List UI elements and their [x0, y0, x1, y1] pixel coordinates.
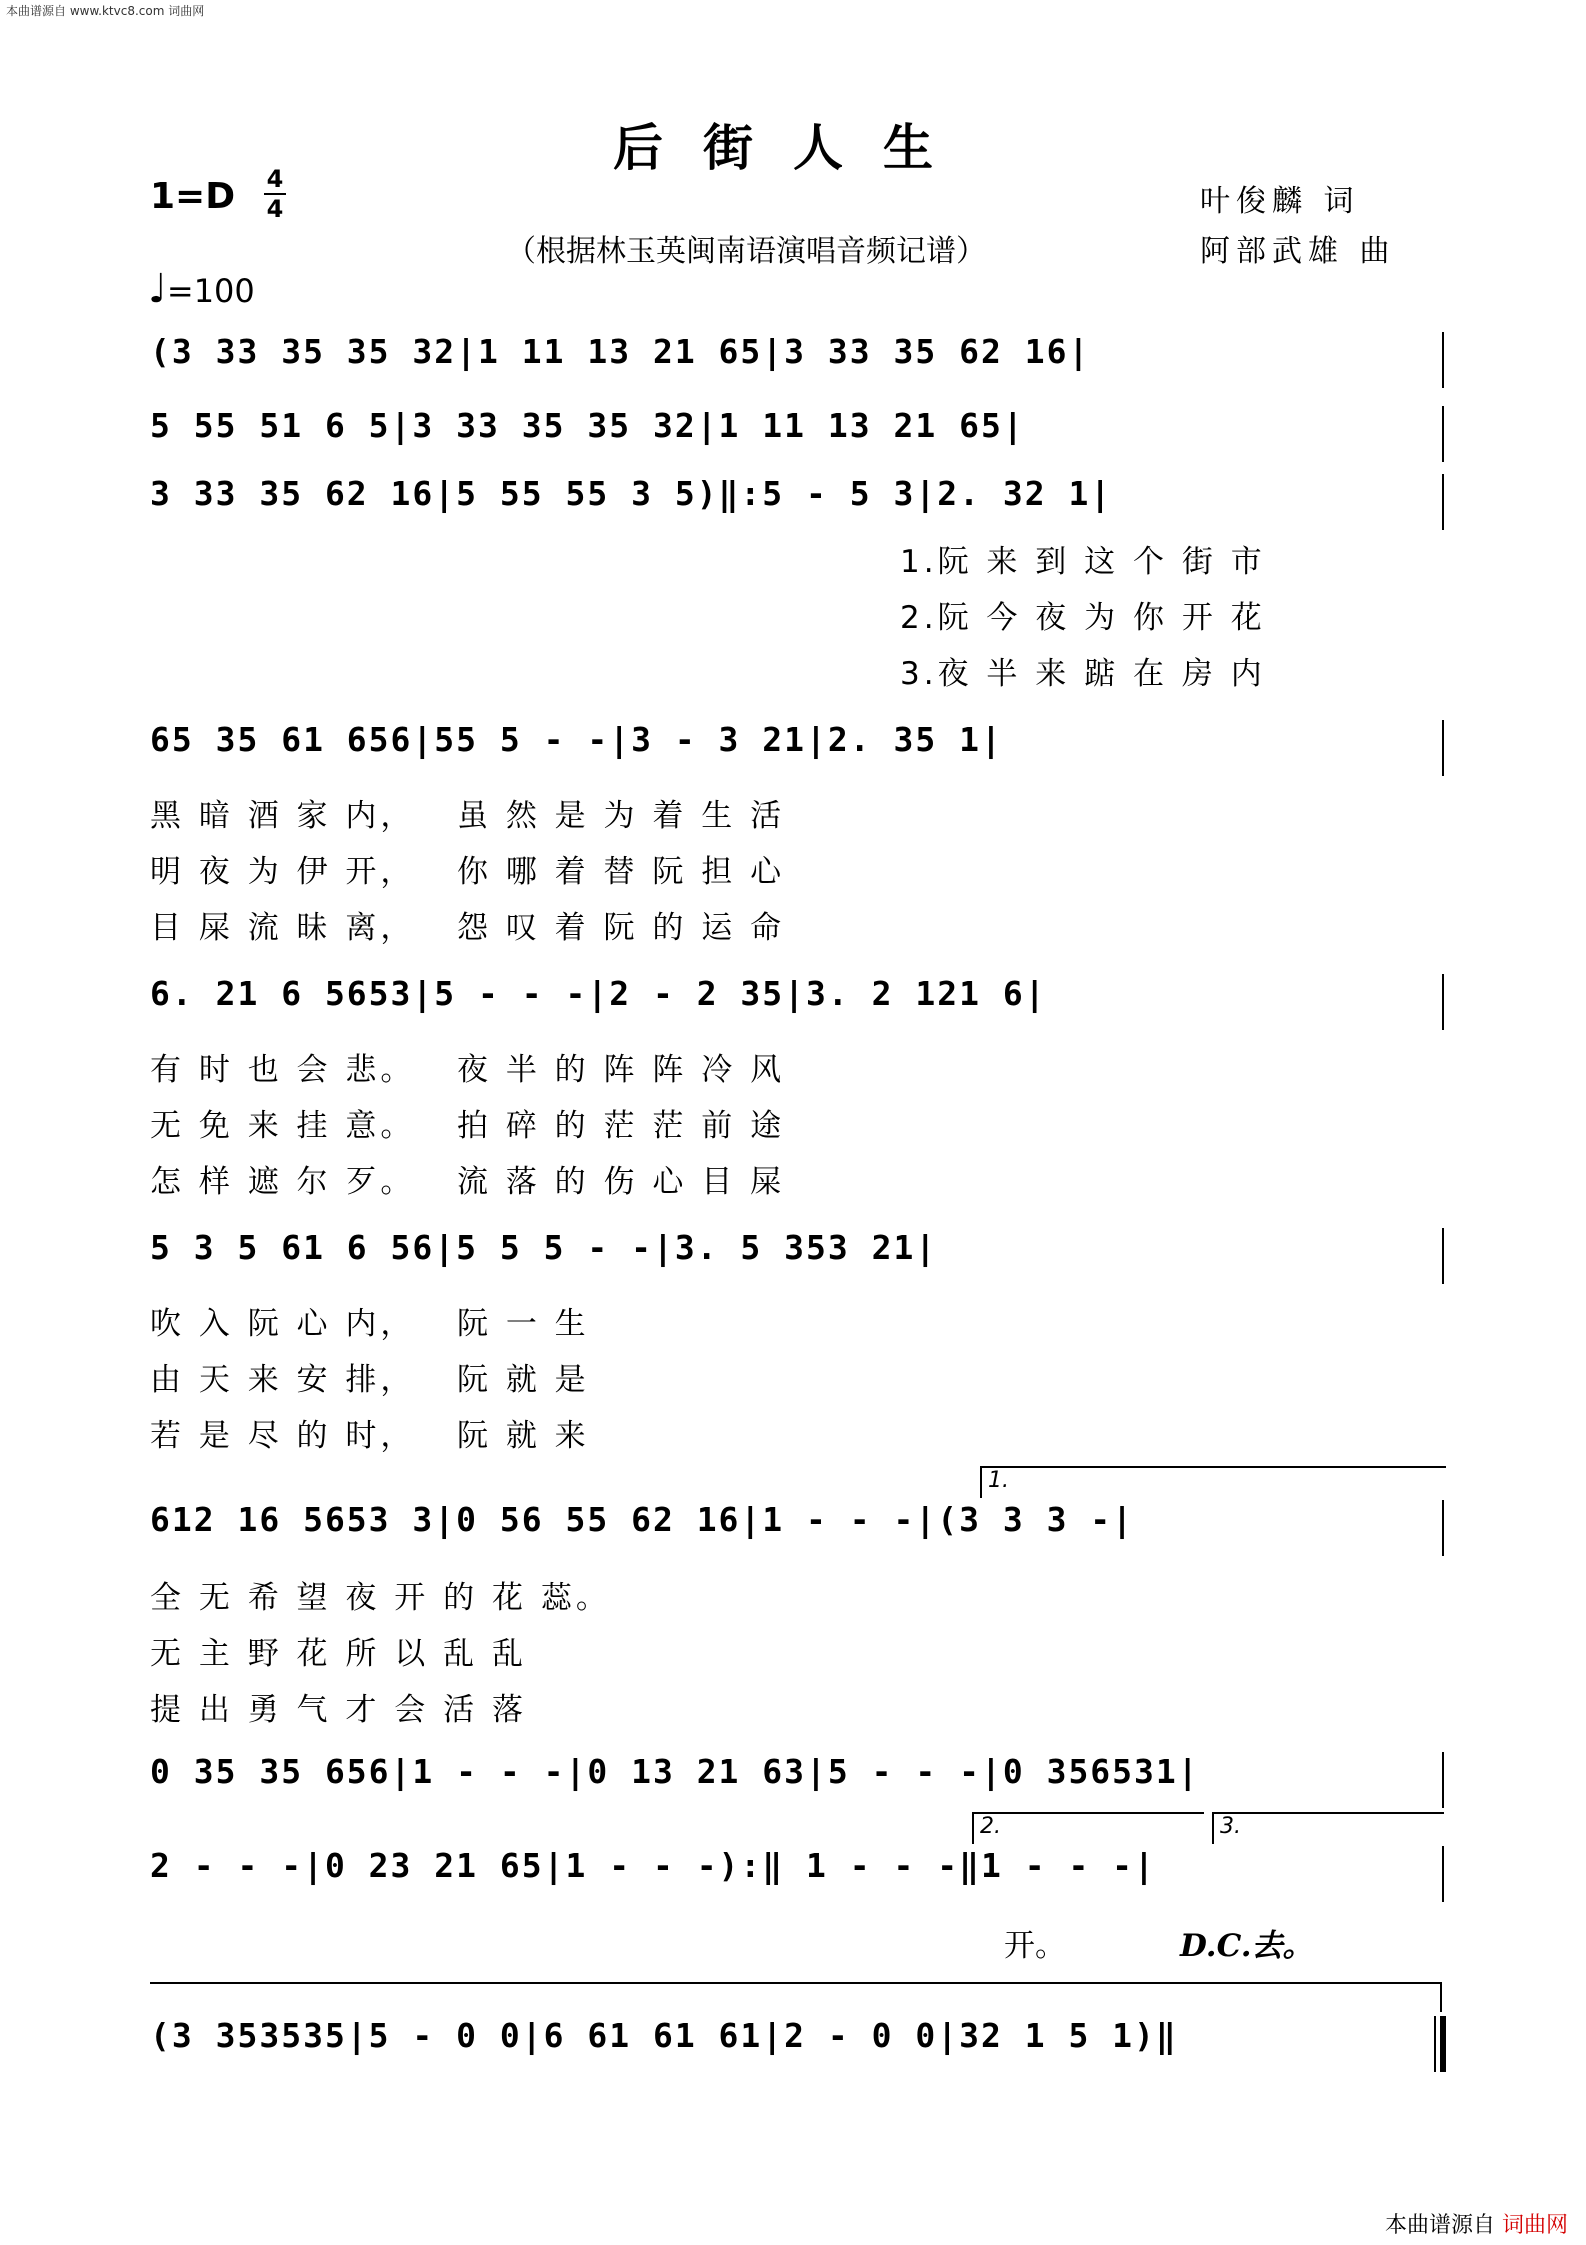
lyrics-line: 若 是 尽 的 时， 阮 就 来: [150, 1418, 590, 1454]
lyrics-line: 全 无 希 望 夜 开 的 花 蕊。: [150, 1580, 611, 1616]
time-signature-top: 4: [266, 165, 284, 193]
quarter-note-icon: ♩: [148, 266, 167, 312]
lyrics-line: 由 天 来 安 排， 阮 就 是: [150, 1362, 590, 1398]
footer-watermark: [1385, 2208, 1568, 2239]
staff-line-8: [150, 1752, 1450, 1808]
verse-intro-2: 2.阮 今 夜 为 你 开 花: [900, 600, 1266, 636]
staff-line-4: [150, 720, 1450, 776]
staff-line-1: [150, 332, 1450, 388]
staff-line-10: [150, 2016, 1450, 2072]
volta-bracket-1: 1.: [980, 1466, 1446, 1498]
staff-line-6: [150, 1228, 1450, 1284]
lyrics-line: 怎 样 遮 尔 歹。 流 落 的 伤 心 目 屎: [150, 1164, 786, 1200]
coda-divider: [150, 1982, 1442, 1984]
lyrics-line: 提 出 勇 气 才 会 活 落: [150, 1692, 527, 1728]
lyrics-line: 目 屎 流 昧 离， 怨 叹 着 阮 的 运 命: [150, 910, 786, 946]
lyrics-line: 黑 暗 酒 家 内， 虽 然 是 为 着 生 活: [150, 798, 786, 834]
staff-line-3: [150, 474, 1450, 530]
footer-watermark-right: 词曲网: [1501, 2213, 1568, 2238]
staff-notes: (3 353535|5 - 0 0|6 61 61 61|2 - 0 0|32 1 5 1)‖: [150, 2016, 1178, 2055]
subtitle-note: （根据林玉英闽南语演唱音频记谱）: [506, 234, 986, 269]
tempo-marking: [148, 266, 255, 312]
lyrics-line: 吹 入 阮 心 内， 阮 一 生: [150, 1306, 590, 1342]
staff-notes: 5 3 5 61 6 56|5 5 5 - -|3. 5 353 21|: [150, 1228, 938, 1267]
staff-line-9: [150, 1846, 1450, 1902]
staff-notes: 2 - - -|0 23 21 65|1 - - -):‖ 1 - - -‖1 - - -|: [150, 1846, 1156, 1885]
lyrics-line: 无 主 野 花 所 以 乱 乱: [150, 1636, 527, 1672]
tempo-value: =100: [166, 272, 255, 310]
staff-notes: (3 33 35 35 32|1 11 13 21 65|3 33 35 62 16|: [150, 332, 1091, 371]
composer-credit: 阿部武雄 曲: [1200, 234, 1396, 269]
staff-notes: 3 33 35 62 16|5 55 55 3 5)‖:5 - 5 3|2. 32 1|: [150, 474, 1113, 513]
lyrics-line: 无 免 来 挂 意。 拍 碎 的 茫 茫 前 途: [150, 1108, 786, 1144]
time-signature-bottom: 4: [266, 195, 284, 223]
staff-notes: 5 55 51 6 5|3 33 35 35 32|1 11 13 21 65|: [150, 406, 1025, 445]
header-watermark: 本曲谱源自 www.ktvc8.com 词曲网: [6, 4, 205, 18]
song-title: 后街人生: [613, 118, 973, 177]
dc-marking: D.C.去。: [1180, 1928, 1314, 1964]
staff-notes: 6. 21 6 5653|5 - - -|2 - 2 35|3. 2 121 6|: [150, 974, 1047, 1013]
ending-lyric: 开。: [1004, 1928, 1066, 1964]
lyrics-line: 有 时 也 会 悲。 夜 半 的 阵 阵 冷 风: [150, 1052, 786, 1088]
staff-notes: 0 35 35 656|1 - - -|0 13 21 63|5 - - -|0 356531|: [150, 1752, 1200, 1791]
time-signature: [264, 166, 286, 222]
staff-line-2: [150, 406, 1450, 462]
staff-notes: 612 16 5653 3|0 56 55 62 16|1 - - -|(3 3 3 -|: [150, 1500, 1135, 1539]
staff-notes: 65 35 61 656|55 5 - -|3 - 3 21|2. 35 1|: [150, 720, 1003, 759]
verse-intro-1: 1.阮 来 到 这 个 街 市: [900, 544, 1266, 580]
verse-intro-3: 3.夜 半 来 踮 在 房 内: [900, 656, 1266, 692]
lyrics-line: 明 夜 为 伊 开， 你 哪 着 替 阮 担 心: [150, 854, 786, 890]
lyricist-credit: 叶俊麟 词: [1200, 184, 1360, 219]
staff-line-5: [150, 974, 1450, 1030]
footer-watermark-left: 本曲谱源自: [1384, 2213, 1495, 2238]
coda-bracket: [1440, 1982, 1442, 2012]
volta-bracket-2: 2.: [972, 1812, 1204, 1844]
volta-bracket-3: 3.: [1212, 1812, 1444, 1844]
key-signature: 1=D: [150, 176, 236, 217]
staff-line-7: [150, 1500, 1450, 1556]
